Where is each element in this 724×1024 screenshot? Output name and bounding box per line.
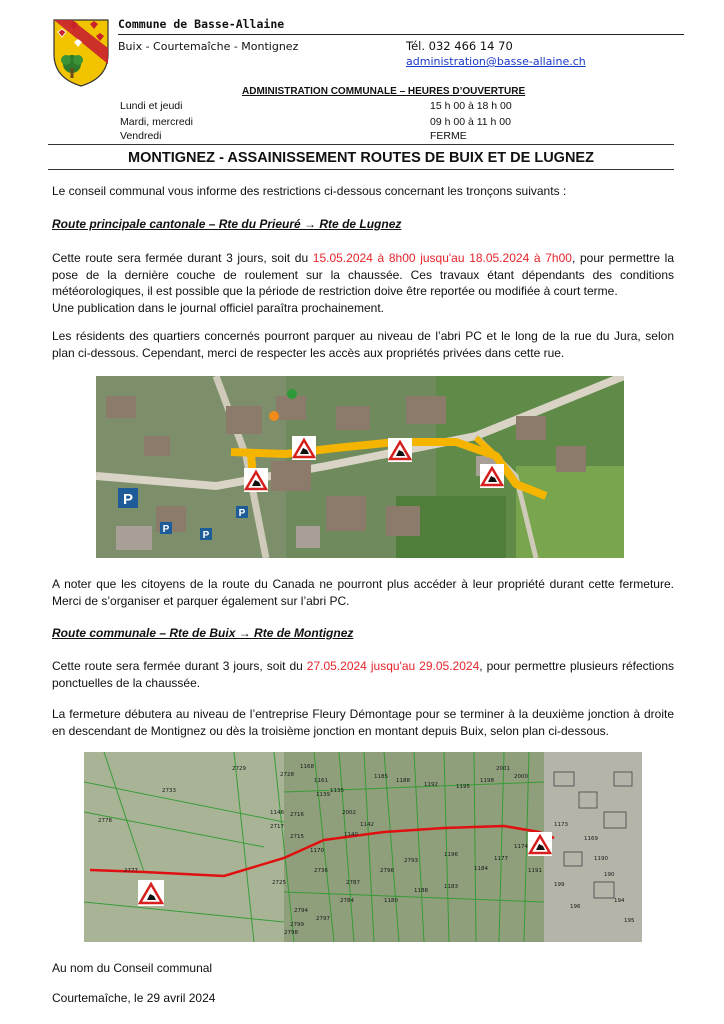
page-title: MONTIGNEZ - ASSAINISSEMENT ROUTES DE BUIX ET DE LUGNEZ	[128, 150, 594, 166]
parcel-number: 1185	[374, 774, 388, 780]
road-closure-sign	[244, 468, 268, 492]
hours-title: ADMINISTRATION COMMUNALE – HEURES D’OUVERTURE	[242, 86, 526, 97]
hours-time: FERME	[430, 130, 467, 142]
parking-icon	[200, 528, 212, 541]
parcel-number: 1146	[270, 810, 284, 816]
parcel-number: 2000	[514, 774, 528, 780]
header-divider	[118, 34, 684, 35]
signature: Au nom du Conseil communal	[52, 961, 213, 975]
parcel-number: 2717	[270, 824, 284, 830]
parcel-number: 1173	[554, 822, 568, 828]
parcel-number: 1191	[528, 868, 542, 874]
svg-text:P: P	[122, 491, 134, 508]
parcel-number: 2002	[342, 810, 356, 816]
aerial-map	[96, 376, 624, 558]
parcel-number: 1139	[316, 792, 330, 798]
road-closure-sign	[388, 438, 412, 462]
parcel-number: 2793	[404, 858, 418, 864]
parcel-number: 2716	[290, 812, 304, 818]
hours-day: Mardi, mercredi	[120, 116, 193, 128]
intro-text: Le conseil communal vous informe des restrictions ci-dessous concernant les tronçons suivants :	[52, 184, 567, 198]
parcel-number: 1192	[424, 782, 438, 788]
parcel-number: 2787	[346, 880, 360, 886]
parcel-number: 1170	[310, 848, 324, 854]
parcel-number: 1188	[414, 888, 428, 894]
parcel-number: 1168	[300, 764, 314, 770]
parcel-number: 1140	[344, 832, 358, 838]
parcel-number: 196	[570, 904, 581, 910]
parcel-number: 2001	[496, 766, 510, 772]
parcel-number: 1180	[384, 898, 398, 904]
section1-heading: Route principale cantonale – Rte du Prieuré → Rte de Lugnez	[52, 217, 402, 231]
parcel-number: 2796	[380, 868, 394, 874]
parking-paragraph: Les résidents des quartiers concernés pourront parquer au niveau de l’abri PC et le long de la rue du Jura, selon plan ci-dessous. Cependant, merci de respecter les accès aux propriétés privées dans cette rue.	[52, 329, 674, 360]
parcel-number: 199	[554, 882, 565, 888]
location-marker-icon	[269, 411, 279, 421]
road-closure-sign	[480, 464, 504, 488]
parcel-number: 1169	[584, 836, 598, 842]
svg-text:P: P	[162, 524, 170, 535]
parcel-number: 2778	[98, 818, 112, 824]
parcel-number: 2729	[232, 766, 246, 772]
section2-heading: Route communale – Rte de Buix → Rte de Montignez	[52, 626, 354, 640]
parcel-number: 1174	[514, 844, 528, 850]
hours-day: Vendredi	[120, 130, 162, 142]
svg-text:P: P	[238, 508, 246, 519]
title-rule-top	[48, 144, 674, 145]
parcel-number: 1183	[444, 884, 458, 890]
phone-number: Tél. 032 466 14 70	[406, 39, 513, 53]
hours-day: Lundi et jeudi	[120, 100, 183, 112]
parcel-number: 2725	[272, 880, 286, 886]
parcel-number: 2784	[340, 898, 354, 904]
parcel-number: 1142	[360, 822, 374, 828]
villages: Buix - Courtemaîche - Montignez	[118, 40, 299, 53]
parcel-number: 2797	[316, 916, 330, 922]
parcel-number: 195	[624, 918, 635, 924]
cadastral-map	[84, 752, 642, 942]
road-closure-sign	[292, 436, 316, 460]
parcel-number: 1190	[594, 856, 608, 862]
parcel-number: 2715	[290, 834, 304, 840]
parcel-number: 1196	[444, 852, 458, 858]
parcel-number: 1135	[330, 788, 344, 794]
parcel-number: 2798	[284, 930, 298, 936]
parcel-number: 2733	[162, 788, 176, 794]
parcel-number: 2728	[280, 772, 294, 778]
parcel-number: 2736	[314, 868, 328, 874]
parcel-number: 1198	[480, 778, 494, 784]
email-link[interactable]: administration@basse-allaine.ch	[406, 55, 586, 68]
parcel-number: 1188	[396, 778, 410, 784]
closure-dates: 15.05.2024 à 8h00 jusqu'au 18.05.2024 à 7h00	[312, 251, 572, 265]
closure-extent-paragraph: La fermeture débutera au niveau de l’entreprise Fleury Démontage pour se terminer à la deuxième jonction à droite en descendant de Montignez ou dès la troisième jonction en montant depuis Buix, selon plan ci-dessous.	[52, 707, 674, 738]
parking-icon	[160, 522, 172, 535]
parking-icon	[236, 506, 248, 519]
commune-crest	[52, 18, 110, 88]
parcel-number: 2794	[294, 908, 308, 914]
section1-paragraph: Cette route sera fermée durant 3 jours, soit du 15.05.2024 à 8h00 jusqu'au 18.05.2024 à 7h00, pour permettre la pose de la dernière couche de roulement sur la chaussée. Ces travaux étant dépendants des conditions météorologiques, il est possible que la période de restriction doive être reportée ou modifiée à court terme. Une publication dans le journal officiel paraîtra prochainement.	[52, 251, 675, 315]
location-marker-icon	[287, 389, 297, 399]
parcel-number: 2799	[290, 922, 304, 928]
hours-time: 15 h 00 à 18 h 00	[430, 100, 512, 112]
hours-time: 09 h 00 à 11 h 00	[430, 116, 511, 128]
parcel-number: 1195	[456, 784, 470, 790]
road-closure-sign	[138, 880, 164, 906]
canada-paragraph: A noter que les citoyens de la route du Canada ne pourront plus accéder à leur propriété durant cette fermeture. Merci de s’organiser et parquer également sur l’abri PC.	[52, 577, 674, 608]
parcel-number: 1177	[494, 856, 508, 862]
parcel-number: 1184	[474, 866, 488, 872]
parcel-number: 194	[614, 898, 625, 904]
closure-dates: 27.05.2024 jusqu'au 29.05.2024	[306, 659, 480, 673]
title-rule-bottom	[48, 169, 674, 170]
svg-text:P: P	[202, 530, 210, 541]
parcel-number: 190	[604, 872, 615, 878]
road-closure-sign	[528, 832, 552, 856]
section2-paragraph: Cette route sera fermée durant 3 jours, soit du 27.05.2024 jusqu'au 29.05.2024, pour permettre plusieurs réfections ponctuelles de la chaussée.	[52, 659, 675, 690]
parking-icon	[118, 488, 138, 508]
parcel-number: 2777	[124, 868, 138, 874]
commune-name: Commune de Basse-Allaine	[118, 17, 285, 31]
date-line: Courtemaîche, le 29 avril 2024	[52, 991, 216, 1005]
parcel-number: 1161	[314, 778, 328, 784]
